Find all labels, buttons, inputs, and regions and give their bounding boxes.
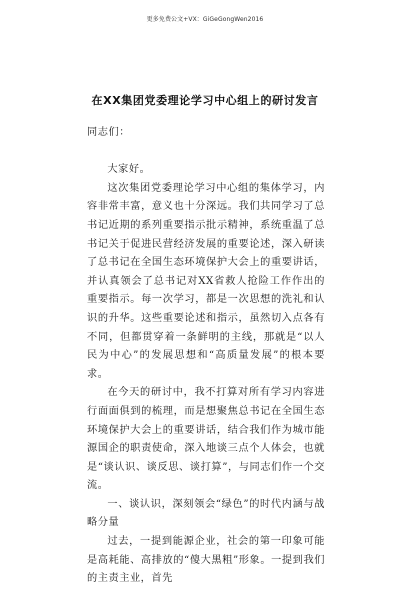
document-title: 在XX集团党委理论学习中心组上的研讨发言: [91, 94, 319, 107]
paragraph-energy-image: 过去，一提到能源企业，社会的第一印象可能是高耗能、高排放的“傻大黑粗”形象。一提到我们的主责主业，首先: [87, 536, 325, 585]
document-body: [87, 124, 325, 589]
salutation: 同志们：: [87, 127, 130, 138]
section-heading-one: 一、谈认识，深刻领会“绿色”的时代内涵与战略分量: [87, 498, 325, 529]
paragraph-greeting: 大家好。: [107, 164, 151, 176]
header-note: 更多免费公文+VX：GiGeGongWen2016: [146, 16, 264, 23]
paragraph-discussion-focus: 在今天的研讨中，我不打算对所有学习内容进行面面俱到的梳理，而是想聚焦总书记在全国生态环境保护大会上的重要讲话，结合我们作为城市能源国企的职责使命，深入地谈三点个人体会，也就是“谈认识、谈反思、谈打算”，与同志们作一个交流。: [87, 387, 325, 492]
spacer: [87, 143, 325, 162]
paragraph-study-content: 这次集团党委理论学习中心组的集体学习，内容非常丰富，意义也十分深远。我们共同学习了总书记近期的系列重要指示批示精神，系统重温了总书记关于促进民营经济发展的重要论述，深入研读了总书记在全国生态环境保护大会上的重要讲话，并认真领会了总书记对XX省救人抢险工作作出的重要指示。每一次学习，都是一次思想的洗礼和认识的升华。这些重要论述和指示，虽然切入点各有不同，但都贯穿着一条鲜明的主线，那就是“以人民为中心”的发展思想和“高质量发展”的根本要求。: [87, 182, 325, 380]
